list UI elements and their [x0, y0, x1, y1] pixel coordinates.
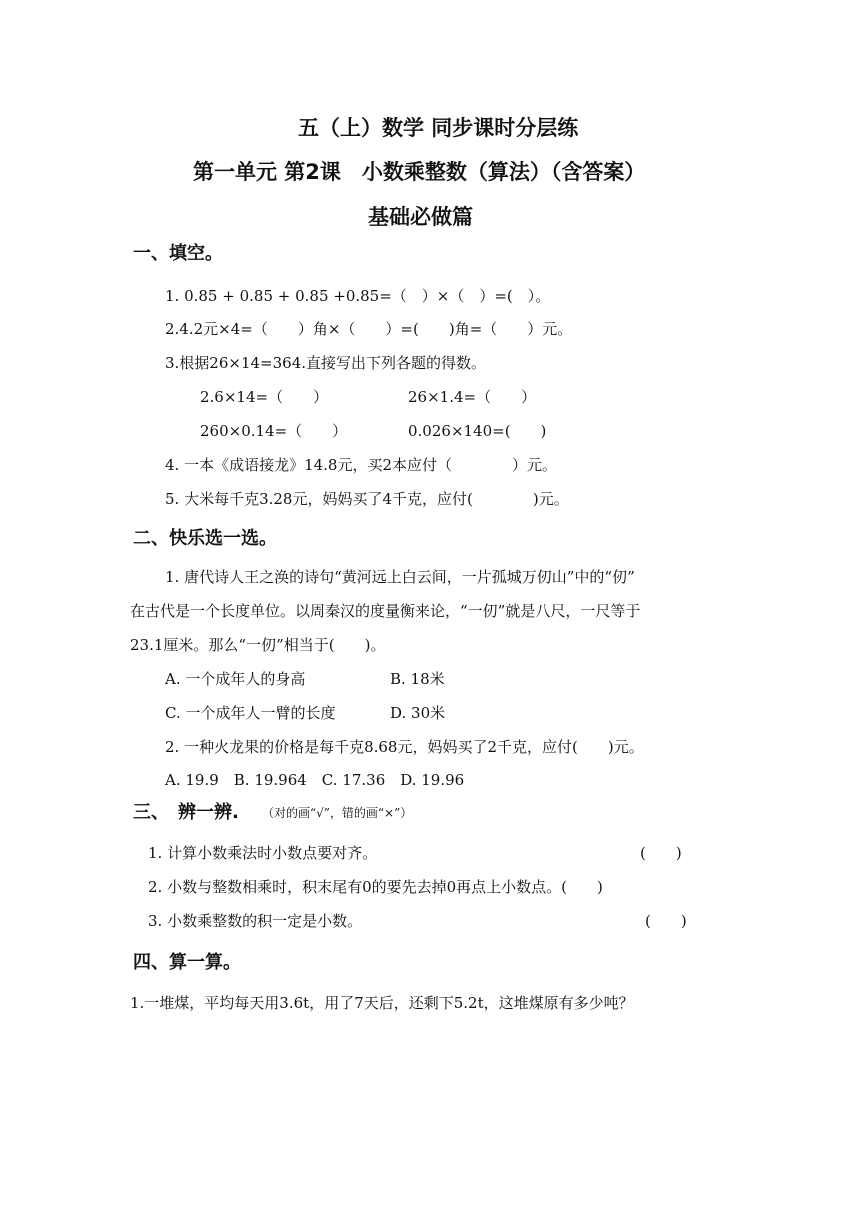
s3-question-3: 3. 小数乘整数的积一定是小数。 [148, 912, 363, 930]
s2-question-2-options: A. 19.9 B. 19.964 C. 17.36 D. 19.96 [165, 771, 465, 789]
section-2-heading: 二、快乐选一选。 [133, 528, 277, 549]
s2-question-1-line-3: 23.1厘米。那么“一仞”相当于( )。 [130, 636, 386, 654]
s1-question-4: 4. 一本《成语接龙》14.8元，买2本应付（ ）元。 [165, 456, 558, 474]
s2-option-a: A. 一个成年人的身高 [165, 670, 306, 688]
s3-question-2: 2. 小数与整数相乘时，积末尾有0的要先去掉0再点上小数点。( ) [148, 878, 603, 896]
s3-question-1-blank: ( ) [640, 844, 682, 862]
s3-question-1: 1. 计算小数乘法时小数点要对齐。 [148, 844, 378, 862]
section-4-heading: 四、算一算。 [133, 952, 241, 973]
s4-question-1: 1.一堆煤，平均每天用3.6t，用了7天后，还剩下5.2t，这堆煤原有多少吨？ [130, 994, 634, 1012]
s2-option-b: B. 18米 [390, 670, 445, 688]
s2-question-1-line-2: 在古代是一个长度单位。以周秦汉的度量衡来论，“一仞”就是八尺，一尺等于 [130, 602, 641, 620]
section-3-heading: 三、 辨一辨. [133, 802, 239, 823]
title-line-1: 五（上）数学 同步课时分层练 [298, 116, 579, 140]
s1-question-3d: 0.026×140=( ) [408, 422, 547, 440]
s1-question-5: 5. 大米每千克3.28元，妈妈买了4千克，应付( )元。 [165, 490, 569, 508]
title-line-3: 基础必做篇 [368, 205, 473, 229]
section-1-heading: 一、填空。 [133, 243, 223, 264]
s3-question-3-blank: ( ) [645, 912, 687, 930]
s1-question-3: 3.根据26×14=364.直接写出下列各题的得数。 [165, 354, 487, 372]
s1-question-1: 1. 0.85 + 0.85 + 0.85 +0.85=（ ）×（ ）=( ）。 [165, 287, 551, 305]
s1-question-3a: 2.6×14=（ ） [200, 388, 329, 406]
s2-option-c: C. 一个成年人一臂的长度 [165, 704, 336, 722]
section-3-note: （对的画“√”，错的画“×”） [262, 806, 413, 820]
s2-question-2: 2. 一种火龙果的价格是每千克8.68元，妈妈买了2千克，应付( )元。 [165, 738, 644, 756]
s2-question-1-line-1: 1. 唐代诗人王之涣的诗句“黄河远上白云间，一片孤城万仞山”中的“仞” [165, 568, 635, 586]
s1-question-3b: 26×1.4=（ ） [408, 388, 537, 406]
s2-option-d: D. 30米 [390, 704, 446, 722]
s1-question-3c: 260×0.14=（ ） [200, 422, 348, 440]
s1-question-2: 2.4.2元×4=（ ）角×（ ）=( )角=（ ）元。 [165, 320, 573, 338]
title-line-2: 第一单元 第2课 小数乘整数（算法）（含答案） [193, 160, 646, 184]
